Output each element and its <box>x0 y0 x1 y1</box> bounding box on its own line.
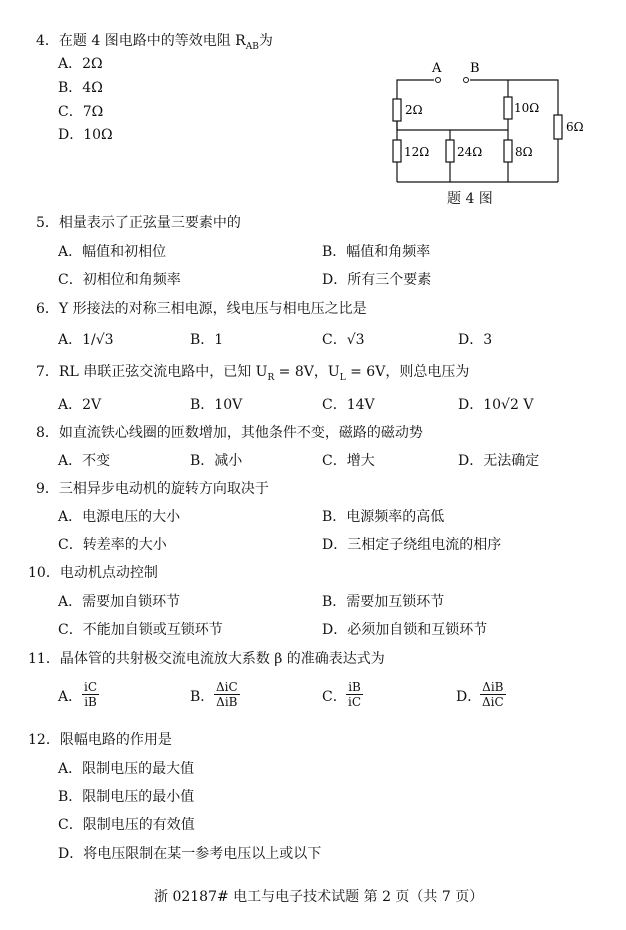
q6-option-d[interactable]: D．3 <box>458 332 493 348</box>
q6-option-b[interactable]: B．1 <box>190 332 224 348</box>
q6-option-c[interactable]: C．√3 <box>322 332 365 348</box>
q11-label-c[interactable]: C． <box>322 689 347 705</box>
q10-option-d[interactable]: D．必须加自锁和互锁环节 <box>322 622 488 638</box>
q4-option-d[interactable]: D．10Ω <box>58 127 113 143</box>
q9-option-c[interactable]: C．转差率的大小 <box>58 537 167 553</box>
node-a-label: A <box>432 61 442 76</box>
q6-stem: 6．Y 形接法的对称三相电源，线电压与相电压之比是 <box>36 301 367 317</box>
q10-stem: 10．电动机点动控制 <box>28 565 158 581</box>
q11-label-a[interactable]: A． <box>58 689 83 705</box>
q4-stem-sub: AB <box>245 41 259 52</box>
resistor-2ohm-label: 2Ω <box>405 103 423 117</box>
q4-stem-text: 4．在题 4 图电路中的等效电阻 R <box>36 33 246 49</box>
q7-option-c[interactable]: C．14V <box>322 397 375 413</box>
q11-stem: 11．晶体管的共射极交流电流放大系数 β 的准确表达式为 <box>28 651 385 667</box>
q11-fraction-b-numerator: ΔiC <box>216 680 238 694</box>
q11-fraction-b-denominator: ΔiB <box>216 695 238 709</box>
q7-option-b[interactable]: B．10V <box>190 397 243 413</box>
q4-stem <box>36 32 273 56</box>
resistor-10ohm-label: 10Ω <box>514 101 540 115</box>
q12-option-c[interactable]: C．限制电压的有效值 <box>58 817 195 833</box>
q7-stem <box>36 363 469 387</box>
q7-stem-text: 7．RL 串联正弦交流电路中，已知 U <box>36 364 268 380</box>
q11-fraction-d-denominator: ΔiC <box>482 695 504 709</box>
q10-option-b[interactable]: B．需要加互锁环节 <box>322 594 445 610</box>
q4-stem-tail: 为 <box>258 33 273 49</box>
q11-fraction-d[interactable] <box>480 680 506 709</box>
q11-fraction-a-denominator: iB <box>84 695 97 709</box>
q7-stem-tail: = 6V，则总电压为 <box>345 364 470 380</box>
q7-stem-mid: = 8V，U <box>274 364 340 380</box>
q4-option-a[interactable]: A．2Ω <box>58 56 103 72</box>
q11-fraction-a-numerator: iC <box>84 680 98 694</box>
resistor-6ohm-label: 6Ω <box>566 120 584 134</box>
q7-option-a[interactable]: A．2V <box>58 397 102 413</box>
q12-option-b[interactable]: B．限制电压的最小值 <box>58 789 195 805</box>
q11-label-b[interactable]: B． <box>190 689 215 705</box>
q9-option-a[interactable]: A．电源电压的大小 <box>58 509 181 525</box>
q11-label-d[interactable]: D． <box>456 689 482 705</box>
q8-stem: 8．如直流铁心线圈的匝数增加，其他条件不变，磁路的磁动势 <box>36 425 423 441</box>
q12-option-d[interactable]: D．将电压限制在某一参考电压以上或以下 <box>58 846 322 862</box>
q5-option-b[interactable]: B．幅值和角频率 <box>322 244 431 260</box>
q11-fraction-c-denominator: iC <box>348 695 362 709</box>
q10-option-a[interactable]: A．需要加自锁环节 <box>58 594 181 610</box>
q9-option-b[interactable]: B．电源频率的高低 <box>322 509 445 525</box>
resistor-8ohm-label: 8Ω <box>515 145 533 159</box>
q11-fraction-d-numerator: ΔiB <box>480 680 506 695</box>
q4-figure-caption: 题 4 图 <box>447 191 493 207</box>
q10-option-c[interactable]: C．不能加自锁或互锁环节 <box>58 622 223 638</box>
node-b-label: B <box>470 61 480 76</box>
q11-fraction-a[interactable] <box>82 680 99 709</box>
q11-fraction-c[interactable] <box>346 680 363 709</box>
q8-option-c[interactable]: C．增大 <box>322 453 375 469</box>
q8-option-d[interactable]: D．无法确定 <box>458 453 540 469</box>
q9-option-d[interactable]: D．三相定子绕组电流的相序 <box>322 537 502 553</box>
q4-option-b[interactable]: B．4Ω <box>58 80 103 96</box>
q12-stem: 12．限幅电路的作用是 <box>28 732 172 748</box>
q11-fraction-c-numerator: iB <box>346 680 363 695</box>
q5-option-a[interactable]: A．幅值和初相位 <box>58 244 167 260</box>
q12-option-a[interactable]: A．限制电压的最大值 <box>58 761 195 777</box>
q7-ur-sub: R <box>267 372 275 383</box>
q5-option-d[interactable]: D．所有三个要素 <box>322 272 432 288</box>
q7-ul-sub: L <box>339 372 346 383</box>
resistor-12ohm-label: 12Ω <box>404 145 430 159</box>
q8-option-a[interactable]: A．不变 <box>58 453 111 469</box>
q9-stem: 9．三相异步电动机的旋转方向取决于 <box>36 481 269 497</box>
q5-stem: 5．相量表示了正弦量三要素中的 <box>36 215 241 231</box>
q4-option-c[interactable]: C．7Ω <box>58 104 104 120</box>
q8-option-b[interactable]: B．减小 <box>190 453 243 469</box>
page-footer: 浙 02187# 电工与电子技术试题 第 2 页（共 7 页） <box>154 889 484 905</box>
q11-fraction-b[interactable] <box>214 680 240 709</box>
q7-option-d[interactable]: D．10√2 V <box>458 397 534 413</box>
resistor-24ohm-label: 24Ω <box>457 145 483 159</box>
q6-option-a[interactable]: A．1/√3 <box>58 332 114 348</box>
q5-option-c[interactable]: C．初相位和角频率 <box>58 272 181 288</box>
